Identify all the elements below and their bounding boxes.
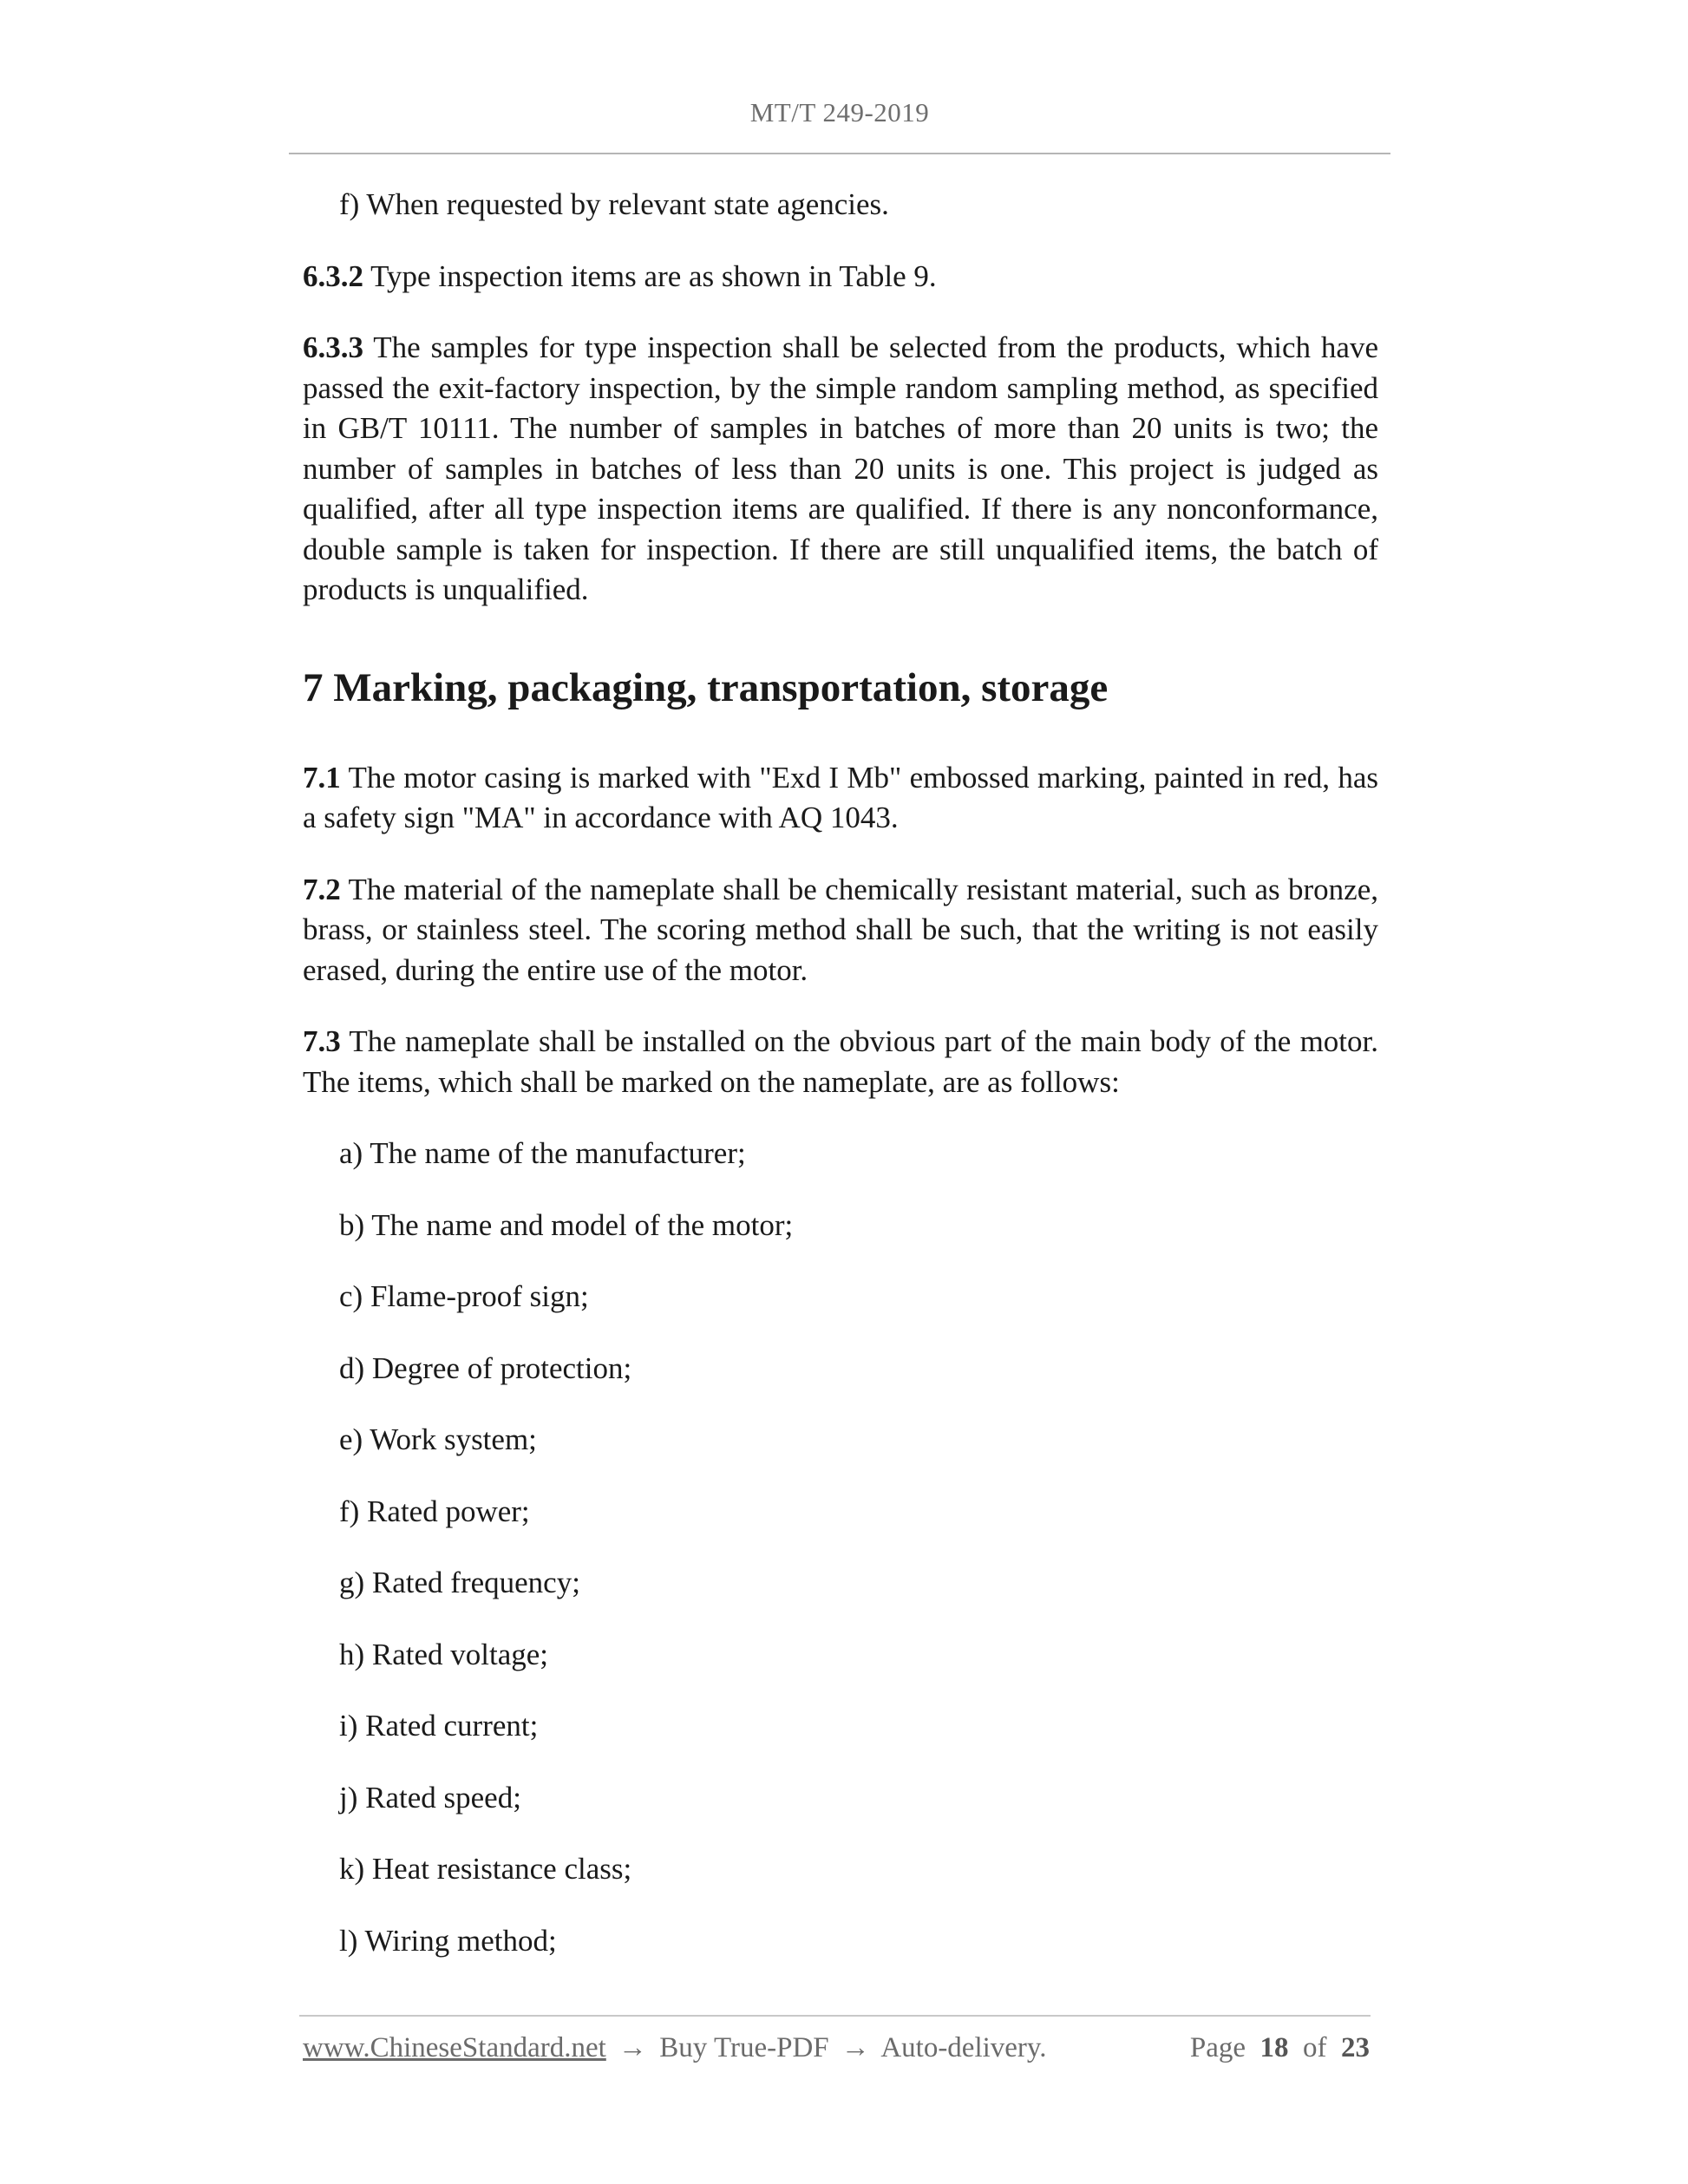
list-item: l) Wiring method; (339, 1923, 557, 1958)
clause-text: The nameplate shall be installed on the obvious part of the main body of the motor. The items, which shall be marked on the nameplate, are as follows: (303, 1024, 1378, 1099)
list-item: e) Work system; (339, 1422, 537, 1456)
list-item: d) Degree of protection; (339, 1350, 632, 1385)
clause-number: 7.1 (303, 760, 341, 794)
list-item: h) Rated voltage; (339, 1637, 549, 1671)
clause-number: 6.3.3 (303, 330, 363, 364)
buy-pdf-text: Buy True-PDF (659, 2032, 829, 2063)
arrow-right-icon: → (618, 2032, 648, 2063)
clause-item-f: f) When requested by relevant state agencies. (339, 187, 889, 221)
page-footer (303, 2032, 1370, 2064)
clause-number: 7.2 (303, 872, 341, 906)
clause-number: 6.3.2 (303, 258, 363, 293)
clause-number: 7.3 (303, 1024, 341, 1058)
clause-6-3-3 (303, 328, 1378, 611)
list-item: f) Rated power; (339, 1494, 530, 1528)
page-current: 18 (1259, 2032, 1289, 2063)
clause-7-1 (303, 758, 1378, 839)
page-content (303, 185, 1378, 1992)
list-item: k) Heat resistance class; (339, 1852, 632, 1886)
clause-text: The motor casing is marked with "Exd I Mb" embossed marking, painted in red, has a safety sign "MA" in accordance with AQ 1043. (303, 760, 1378, 834)
list-item: g) Rated frequency; (339, 1566, 580, 1599)
clause-text: Type inspection items are as shown in Table 9. (363, 258, 937, 293)
arrow-right-icon: → (841, 2032, 870, 2063)
page-label: Page (1189, 2032, 1246, 2063)
clause-7-3 (303, 1022, 1378, 1102)
list-item: j) Rated speed; (339, 1780, 521, 1815)
page-indicator (1190, 2032, 1370, 2064)
page-total: 23 (1341, 2032, 1370, 2063)
footer-left (303, 2032, 1047, 2064)
clause-7-2 (303, 870, 1378, 991)
section-heading: 7 Marking, packaging, transportation, storage (303, 664, 1109, 710)
nameplate-items-list (303, 1134, 1378, 1961)
list-item: b) The name and model of the motor; (339, 1207, 794, 1242)
website-link[interactable]: www.ChineseStandard.net (303, 2032, 606, 2063)
list-item: a) The name of the manufacturer; (339, 1136, 746, 1170)
footer-divider (299, 2015, 1371, 2017)
auto-delivery-text: Auto-delivery. (880, 2032, 1047, 2063)
clause-6-3-2 (303, 257, 1378, 298)
page-header: MT/T 249-2019 (749, 97, 930, 128)
header-divider (289, 153, 1390, 154)
list-item: c) Flame-proof sign; (339, 1279, 589, 1313)
list-item: i) Rated current; (339, 1709, 539, 1743)
clause-text: The material of the nameplate shall be chemically resistant material, such as bronze, brass, or stainless steel. The scoring method shall be such, that the writing is not easily erased, during the entire use of the motor. (303, 872, 1378, 987)
clause-text: The samples for type inspection shall be selected from the products, which have passed the exit-factory inspection, by the simple random sampling method, as specified in GB/T 10111. The number of samples in batches of more than 20 units is two; the number of samples in batches of less than 20 units is one. This project is judged as qualified, after all type inspection items are qualified. If there is any nonconformance, double sample is taken for inspection. If there are still unqualified items, the batch of products is unqualified. (303, 330, 1378, 606)
of-label: of (1303, 2032, 1327, 2063)
